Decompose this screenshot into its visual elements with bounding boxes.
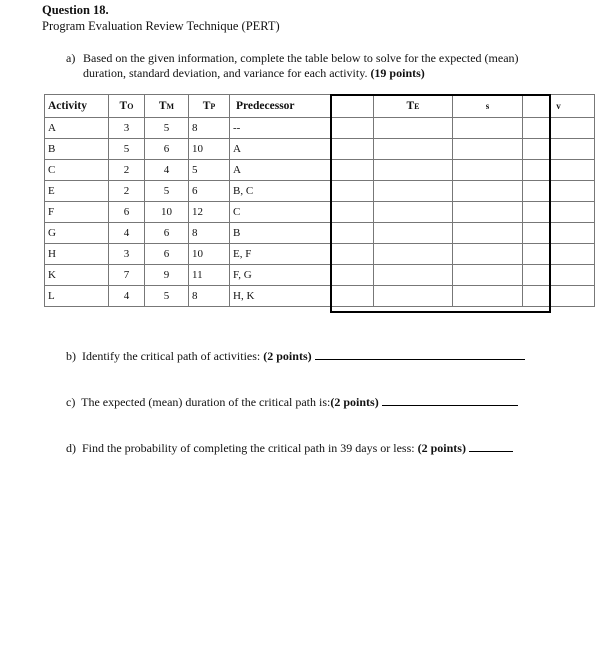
- cell-v-input[interactable]: [523, 160, 595, 181]
- cell-to: 3: [109, 118, 145, 139]
- question-number: Question 18.: [42, 3, 109, 17]
- part-d-points: (2 points): [417, 441, 466, 455]
- cell-v-input[interactable]: [523, 265, 595, 286]
- header-to: TO: [109, 95, 145, 118]
- cell-tp: 6: [189, 181, 230, 202]
- pert-table: [44, 94, 595, 307]
- cell-s-input[interactable]: [453, 265, 523, 286]
- cell-to: 5: [109, 139, 145, 160]
- cell-v-input[interactable]: [523, 202, 595, 223]
- cell-to: 4: [109, 286, 145, 307]
- part-d-label: d): [66, 441, 76, 455]
- cell-te-input[interactable]: [374, 202, 453, 223]
- cell-te-input[interactable]: [374, 160, 453, 181]
- part-b-label: b): [66, 349, 76, 363]
- cell-pred: H, K: [230, 286, 374, 307]
- cell-v-input[interactable]: [523, 181, 595, 202]
- cell-tp: 10: [189, 139, 230, 160]
- cell-s-input[interactable]: [453, 244, 523, 265]
- cell-s-input[interactable]: [453, 139, 523, 160]
- table-row: [45, 265, 595, 286]
- cell-activity: L: [45, 286, 109, 307]
- cell-te-input[interactable]: [374, 181, 453, 202]
- cell-te-input[interactable]: [374, 118, 453, 139]
- part-d-text: Find the probability of completing the critical path in 39 days or less:: [82, 441, 415, 455]
- part-b-answer-blank[interactable]: [315, 347, 525, 360]
- table-row: [45, 181, 595, 202]
- cell-tm: 5: [145, 181, 189, 202]
- part-c-points: (2 points): [330, 395, 379, 409]
- table-header-row: [45, 95, 595, 118]
- part-b-points: (2 points): [263, 349, 312, 363]
- cell-tp: 8: [189, 286, 230, 307]
- cell-s-input[interactable]: [453, 181, 523, 202]
- cell-v-input[interactable]: [523, 286, 595, 307]
- part-b-question: [66, 347, 525, 364]
- table-row: [45, 244, 595, 265]
- cell-activity: H: [45, 244, 109, 265]
- part-c-label: c): [66, 395, 76, 409]
- part-a-text: Based on the given information, complete the table below to solve for the expected (mean) duration, standard deviation, and variance for each activity. (19 points): [83, 51, 519, 80]
- cell-to: 7: [109, 265, 145, 286]
- cell-te-input[interactable]: [374, 244, 453, 265]
- cell-to: 2: [109, 160, 145, 181]
- table-row: [45, 139, 595, 160]
- cell-activity: C: [45, 160, 109, 181]
- cell-s-input[interactable]: [453, 118, 523, 139]
- header-tm: TM: [145, 95, 189, 118]
- cell-pred: A: [230, 160, 374, 181]
- table-row: [45, 286, 595, 307]
- cell-tm: 4: [145, 160, 189, 181]
- cell-tm: 6: [145, 139, 189, 160]
- cell-te-input[interactable]: [374, 223, 453, 244]
- header-v: v: [523, 95, 595, 118]
- part-d-answer-blank[interactable]: [469, 439, 513, 452]
- cell-te-input[interactable]: [374, 139, 453, 160]
- table-row: [45, 223, 595, 244]
- cell-tm: 5: [145, 118, 189, 139]
- cell-s-input[interactable]: [453, 286, 523, 307]
- cell-tp: 8: [189, 223, 230, 244]
- cell-pred: E, F: [230, 244, 374, 265]
- cell-tm: 6: [145, 223, 189, 244]
- cell-activity: K: [45, 265, 109, 286]
- cell-v-input[interactable]: [523, 139, 595, 160]
- cell-v-input[interactable]: [523, 118, 595, 139]
- cell-tp: 8: [189, 118, 230, 139]
- part-d-question: [66, 439, 513, 456]
- cell-pred: B, C: [230, 181, 374, 202]
- cell-pred: F, G: [230, 265, 374, 286]
- cell-to: 3: [109, 244, 145, 265]
- cell-tp: 11: [189, 265, 230, 286]
- cell-to: 2: [109, 181, 145, 202]
- cell-activity: E: [45, 181, 109, 202]
- cell-v-input[interactable]: [523, 244, 595, 265]
- cell-tp: 10: [189, 244, 230, 265]
- cell-te-input[interactable]: [374, 265, 453, 286]
- part-c-answer-blank[interactable]: [382, 393, 518, 406]
- header-activity: Activity: [45, 95, 109, 118]
- cell-to: 4: [109, 223, 145, 244]
- cell-activity: G: [45, 223, 109, 244]
- cell-pred: C: [230, 202, 374, 223]
- cell-s-input[interactable]: [453, 160, 523, 181]
- cell-s-input[interactable]: [453, 202, 523, 223]
- cell-tp: 5: [189, 160, 230, 181]
- table-row: [45, 118, 595, 139]
- cell-tp: 12: [189, 202, 230, 223]
- part-a-label: a): [66, 51, 76, 65]
- cell-v-input[interactable]: [523, 223, 595, 244]
- header-te: TE: [374, 95, 453, 118]
- question-subtitle: Program Evaluation Review Technique (PERT): [42, 19, 280, 33]
- table-row: [45, 202, 595, 223]
- cell-tm: 5: [145, 286, 189, 307]
- cell-to: 6: [109, 202, 145, 223]
- cell-activity: A: [45, 118, 109, 139]
- header-tp: TP: [189, 95, 230, 118]
- header-predecessor: Predecessor: [230, 95, 374, 118]
- cell-pred: --: [230, 118, 374, 139]
- cell-te-input[interactable]: [374, 286, 453, 307]
- cell-activity: F: [45, 202, 109, 223]
- cell-activity: B: [45, 139, 109, 160]
- table-row: [45, 160, 595, 181]
- header-s: s: [453, 95, 523, 118]
- cell-tm: 6: [145, 244, 189, 265]
- cell-pred: B: [230, 223, 374, 244]
- cell-tm: 10: [145, 202, 189, 223]
- cell-pred: A: [230, 139, 374, 160]
- part-c-question: [66, 393, 518, 410]
- part-a-points: (19 points): [370, 66, 425, 80]
- cell-s-input[interactable]: [453, 223, 523, 244]
- cell-tm: 9: [145, 265, 189, 286]
- part-b-text: Identify the critical path of activities:: [82, 349, 261, 363]
- part-c-text: The expected (mean) duration of the critical path is:: [81, 395, 331, 409]
